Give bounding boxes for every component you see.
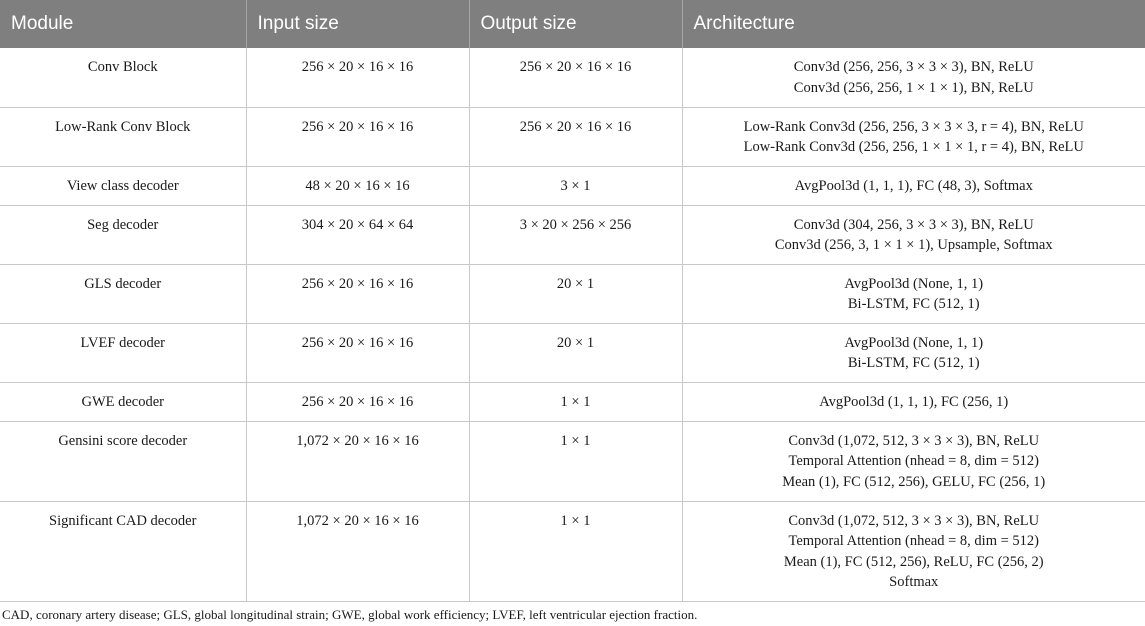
architecture-line: Temporal Attention (nhead = 8, dim = 512): [788, 453, 1039, 469]
cell-input-size: 256 × 20 × 16 × 16: [246, 382, 469, 421]
cell-input-size: 304 × 20 × 64 × 64: [246, 205, 469, 264]
table-row: [0, 205, 1145, 264]
cell-output-size: 3 × 20 × 256 × 256: [469, 205, 682, 264]
architecture-line: Low-Rank Conv3d (256, 256, 3 × 3 × 3, r = 4), BN, ReLU: [743, 118, 1084, 135]
cell-input-size: 48 × 20 × 16 × 16: [246, 166, 469, 205]
header-architecture: Architecture: [682, 0, 1145, 48]
table-row: [0, 166, 1145, 205]
architecture-line: Conv3d (256, 256, 1 × 1 × 1), BN, ReLU: [793, 79, 1034, 96]
cell-output-size: 1 × 1: [469, 382, 682, 421]
cell-output-size: 20 × 1: [469, 264, 682, 323]
cell-input-size: 256 × 20 × 16 × 16: [246, 264, 469, 323]
architecture-line: Low-Rank Conv3d (256, 256, 1 × 1 × 1, r = 4), BN, ReLU: [743, 139, 1084, 155]
architecture-line: Conv3d (1,072, 512, 3 × 3 × 3), BN, ReLU: [788, 432, 1040, 449]
architecture-line: AvgPool3d (None, 1, 1): [844, 275, 984, 292]
cell-architecture: [682, 205, 1145, 264]
cell-module: Seg decoder: [0, 205, 246, 264]
architecture-line: AvgPool3d (1, 1, 1), FC (256, 1): [819, 393, 1009, 410]
table-row: [0, 382, 1145, 421]
architecture-line: Temporal Attention (nhead = 8, dim = 512): [788, 533, 1039, 549]
cell-architecture: [682, 323, 1145, 382]
architecture-line: Softmax: [889, 574, 939, 590]
architecture-line: Bi-LSTM, FC (512, 1): [847, 296, 980, 312]
header-output-size: Output size: [469, 0, 682, 48]
cell-module: Conv Block: [0, 48, 246, 107]
table-body: [0, 48, 1145, 601]
cell-architecture: [682, 107, 1145, 166]
architecture-line: AvgPool3d (None, 1, 1): [844, 334, 984, 351]
table-footnote: CAD, coronary artery disease; GLS, global longitudinal strain; GWE, global work efficiency; LVEF, left ventricular ejection fraction.: [2, 607, 698, 622]
table-header: [0, 0, 1145, 48]
cell-module: Significant CAD decoder: [0, 501, 246, 601]
architecture-line: Mean (1), FC (512, 256), ReLU, FC (256, 2): [783, 553, 1044, 570]
table-row: [0, 107, 1145, 166]
cell-input-size: 256 × 20 × 16 × 16: [246, 107, 469, 166]
cell-output-size: 1 × 1: [469, 501, 682, 601]
cell-output-size: 1 × 1: [469, 421, 682, 501]
cell-module: Low-Rank Conv Block: [0, 107, 246, 166]
cell-module: Gensini score decoder: [0, 421, 246, 501]
architecture-line: Bi-LSTM, FC (512, 1): [847, 355, 980, 371]
architecture-line: Conv3d (304, 256, 3 × 3 × 3), BN, ReLU: [793, 216, 1034, 233]
cell-architecture: [682, 421, 1145, 501]
architecture-line: Conv3d (256, 256, 3 × 3 × 3), BN, ReLU: [793, 59, 1034, 75]
header-input-size: Input size: [246, 0, 469, 48]
cell-input-size: 1,072 × 20 × 16 × 16: [246, 421, 469, 501]
cell-architecture: [682, 264, 1145, 323]
cell-output-size: 20 × 1: [469, 323, 682, 382]
cell-input-size: 1,072 × 20 × 16 × 16: [246, 501, 469, 601]
cell-architecture: [682, 382, 1145, 421]
table-row: [0, 264, 1145, 323]
cell-output-size: 3 × 1: [469, 166, 682, 205]
cell-input-size: 256 × 20 × 16 × 16: [246, 48, 469, 107]
table-row: [0, 501, 1145, 601]
cell-input-size: 256 × 20 × 16 × 16: [246, 323, 469, 382]
architecture-line: Conv3d (1,072, 512, 3 × 3 × 3), BN, ReLU: [788, 512, 1040, 529]
cell-output-size: 256 × 20 × 16 × 16: [469, 48, 682, 107]
architecture-line: Conv3d (256, 3, 1 × 1 × 1), Upsample, Softmax: [774, 237, 1053, 253]
cell-module: View class decoder: [0, 166, 246, 205]
cell-module: LVEF decoder: [0, 323, 246, 382]
cell-output-size: 256 × 20 × 16 × 16: [469, 107, 682, 166]
header-module: Module: [0, 0, 246, 48]
cell-architecture: [682, 166, 1145, 205]
table-row: [0, 323, 1145, 382]
architecture-line: Mean (1), FC (512, 256), GELU, FC (256, 1): [782, 473, 1046, 490]
cell-architecture: [682, 48, 1145, 107]
table-row: [0, 48, 1145, 107]
cell-module: GLS decoder: [0, 264, 246, 323]
cell-architecture: [682, 501, 1145, 601]
table-row: [0, 421, 1145, 501]
cell-module: GWE decoder: [0, 382, 246, 421]
architecture-line: AvgPool3d (1, 1, 1), FC (48, 3), Softmax: [794, 177, 1033, 194]
